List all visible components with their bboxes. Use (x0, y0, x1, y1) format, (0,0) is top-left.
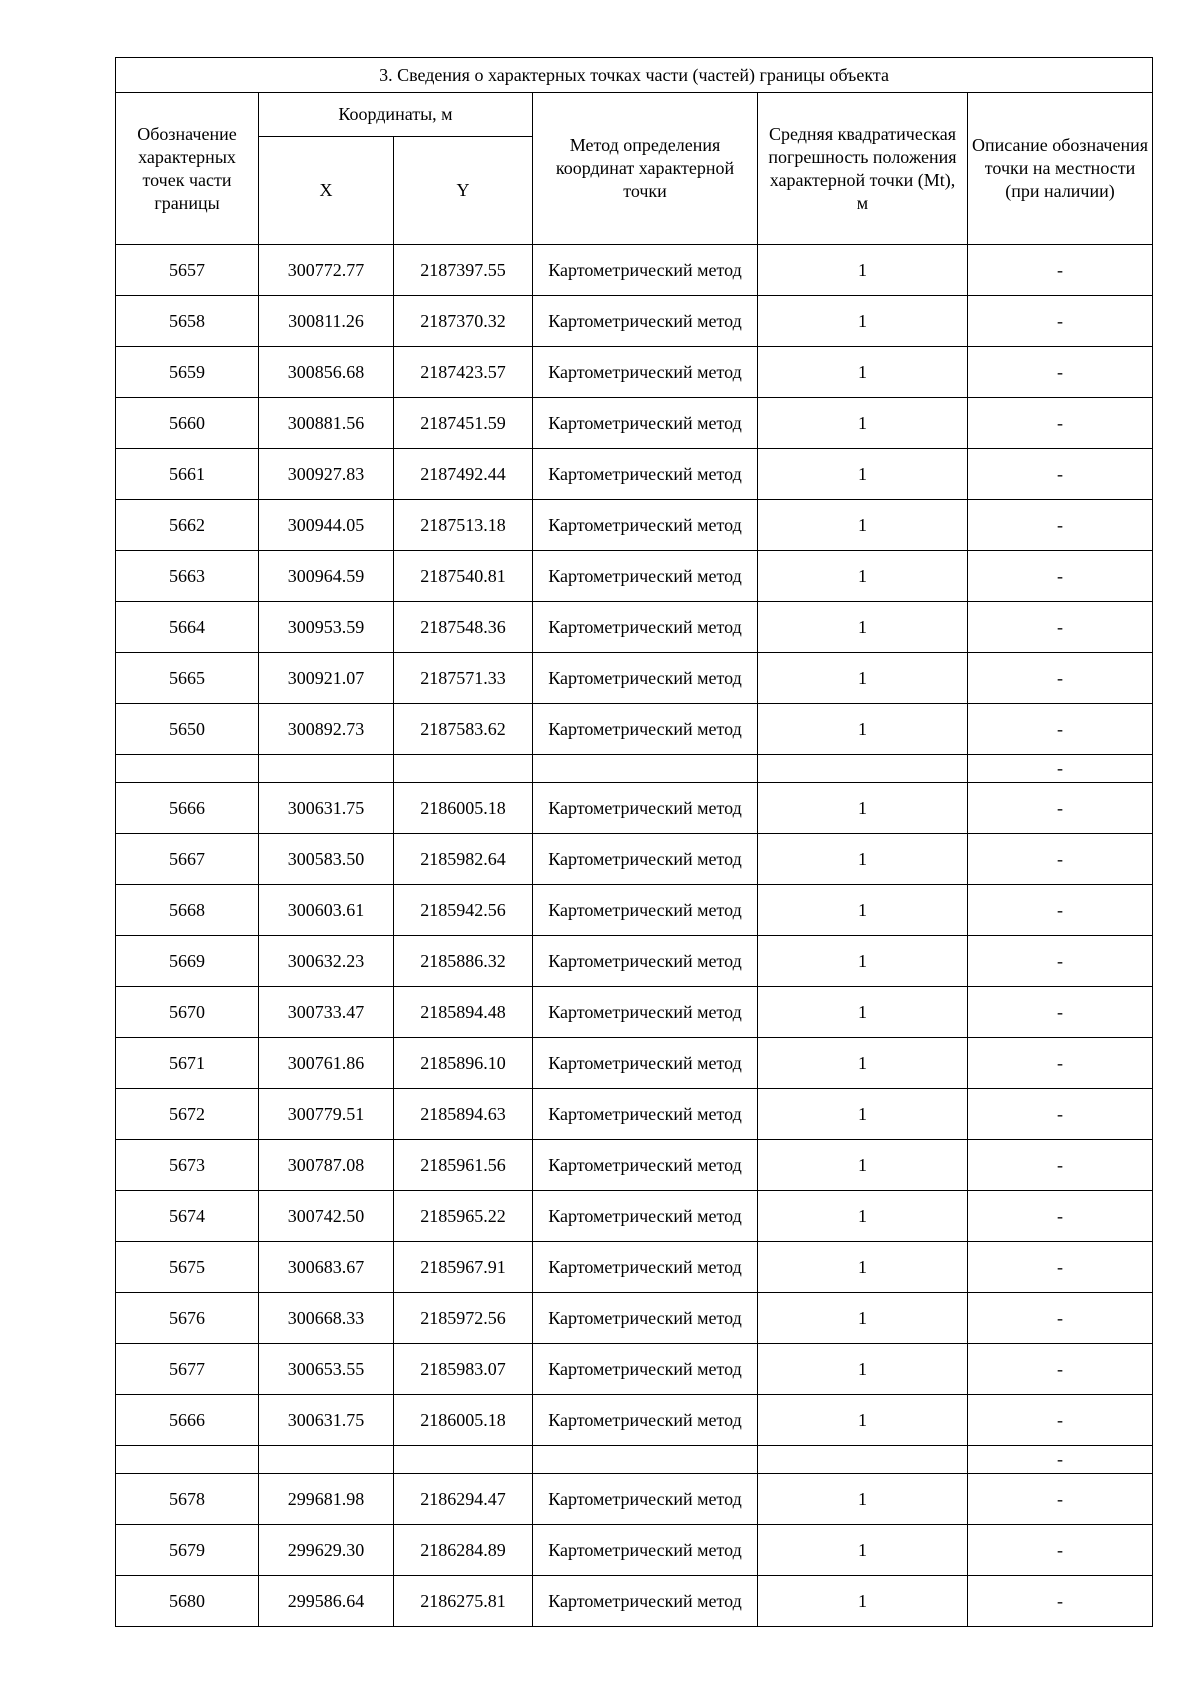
cell-method: Картометрический метод (533, 1242, 758, 1293)
cell-point-id: 5677 (116, 1344, 259, 1395)
cell-method: Картометрический метод (533, 296, 758, 347)
cell-y: 2186284.89 (394, 1525, 533, 1576)
cell-y: 2187451.59 (394, 398, 533, 449)
cell-method: Картометрический метод (533, 245, 758, 296)
table-title: 3. Сведения о характерных точках части (частей) границы объекта (116, 58, 1153, 93)
cell-accuracy: 1 (758, 551, 968, 602)
cell-accuracy: 1 (758, 1089, 968, 1140)
cell-y: 2187397.55 (394, 245, 533, 296)
cell-y (394, 755, 533, 783)
cell-x: 300631.75 (259, 1395, 394, 1446)
table-row (116, 1038, 1153, 1089)
cell-accuracy: 1 (758, 885, 968, 936)
characteristic-points-table (115, 57, 1153, 1627)
cell-description: - (968, 1038, 1153, 1089)
table-row (116, 1474, 1153, 1525)
cell-accuracy: 1 (758, 1242, 968, 1293)
cell-accuracy: 1 (758, 1038, 968, 1089)
cell-y: 2185972.56 (394, 1293, 533, 1344)
cell-point-id: 5666 (116, 1395, 259, 1446)
table-row (116, 1395, 1153, 1446)
cell-y: 2187423.57 (394, 347, 533, 398)
cell-description: - (968, 1395, 1153, 1446)
cell-x: 300683.67 (259, 1242, 394, 1293)
table-row (116, 885, 1153, 936)
header-coordinates: Координаты, м (259, 93, 533, 137)
cell-accuracy: 1 (758, 1474, 968, 1525)
cell-accuracy: 1 (758, 987, 968, 1038)
cell-x (259, 1446, 394, 1474)
cell-point-id: 5660 (116, 398, 259, 449)
cell-description: - (968, 551, 1153, 602)
cell-y: 2186275.81 (394, 1576, 533, 1627)
cell-description: - (968, 1140, 1153, 1191)
cell-description: - (968, 1089, 1153, 1140)
cell-method: Картометрический метод (533, 1474, 758, 1525)
cell-point-id: 5666 (116, 783, 259, 834)
cell-method: Картометрический метод (533, 398, 758, 449)
cell-y: 2185896.10 (394, 1038, 533, 1089)
table-row (116, 987, 1153, 1038)
header-point-id: Обозначение характерных точек части границы (116, 93, 259, 245)
cell-point-id: 5676 (116, 1293, 259, 1344)
separator-row (116, 755, 1153, 783)
cell-y: 2187540.81 (394, 551, 533, 602)
table-row (116, 245, 1153, 296)
cell-accuracy: 1 (758, 296, 968, 347)
cell-method: Картометрический метод (533, 1293, 758, 1344)
cell-accuracy: 1 (758, 1140, 968, 1191)
table-row (116, 704, 1153, 755)
cell-method: Картометрический метод (533, 1576, 758, 1627)
cell-y: 2185942.56 (394, 885, 533, 936)
cell-description: - (968, 602, 1153, 653)
cell-method: Картометрический метод (533, 449, 758, 500)
cell-y: 2187370.32 (394, 296, 533, 347)
cell-x (259, 755, 394, 783)
cell-description: - (968, 755, 1153, 783)
cell-point-id: 5659 (116, 347, 259, 398)
cell-accuracy: 1 (758, 500, 968, 551)
table-row (116, 1191, 1153, 1242)
cell-point-id: 5674 (116, 1191, 259, 1242)
cell-x: 300603.61 (259, 885, 394, 936)
header-x: X (259, 137, 394, 245)
cell-accuracy (758, 755, 968, 783)
cell-point-id: 5672 (116, 1089, 259, 1140)
cell-point-id: 5650 (116, 704, 259, 755)
cell-method: Картометрический метод (533, 1038, 758, 1089)
cell-point-id: 5670 (116, 987, 259, 1038)
cell-method: Картометрический метод (533, 1191, 758, 1242)
cell-description: - (968, 1293, 1153, 1344)
cell-point-id: 5678 (116, 1474, 259, 1525)
cell-point-id: 5663 (116, 551, 259, 602)
table-row (116, 936, 1153, 987)
header-y: Y (394, 137, 533, 245)
table-row (116, 602, 1153, 653)
cell-description: - (968, 500, 1153, 551)
cell-method: Картометрический метод (533, 602, 758, 653)
cell-point-id: 5668 (116, 885, 259, 936)
cell-x: 300944.05 (259, 500, 394, 551)
cell-description: - (968, 1576, 1153, 1627)
cell-method: Картометрический метод (533, 347, 758, 398)
cell-description: - (968, 296, 1153, 347)
cell-y: 2187583.62 (394, 704, 533, 755)
cell-x: 300583.50 (259, 834, 394, 885)
cell-y: 2185983.07 (394, 1344, 533, 1395)
cell-point-id: 5665 (116, 653, 259, 704)
table-row (116, 449, 1153, 500)
cell-point-id: 5658 (116, 296, 259, 347)
cell-y: 2185965.22 (394, 1191, 533, 1242)
cell-y: 2187571.33 (394, 653, 533, 704)
cell-accuracy: 1 (758, 783, 968, 834)
cell-description: - (968, 1474, 1153, 1525)
cell-accuracy: 1 (758, 245, 968, 296)
cell-point-id: 5671 (116, 1038, 259, 1089)
cell-accuracy: 1 (758, 1576, 968, 1627)
cell-description: - (968, 885, 1153, 936)
cell-point-id: 5657 (116, 245, 259, 296)
cell-x: 300811.26 (259, 296, 394, 347)
cell-x: 300856.68 (259, 347, 394, 398)
cell-x: 300787.08 (259, 1140, 394, 1191)
cell-description: - (968, 936, 1153, 987)
cell-x: 300772.77 (259, 245, 394, 296)
cell-point-id: 5673 (116, 1140, 259, 1191)
cell-accuracy: 1 (758, 1293, 968, 1344)
cell-accuracy: 1 (758, 834, 968, 885)
cell-y: 2185886.32 (394, 936, 533, 987)
cell-method: Картометрический метод (533, 783, 758, 834)
cell-accuracy: 1 (758, 704, 968, 755)
table-row (116, 783, 1153, 834)
cell-point-id: 5662 (116, 500, 259, 551)
table-row (116, 296, 1153, 347)
cell-x: 300653.55 (259, 1344, 394, 1395)
cell-description: - (968, 987, 1153, 1038)
cell-accuracy: 1 (758, 347, 968, 398)
table-row (116, 551, 1153, 602)
cell-y: 2185967.91 (394, 1242, 533, 1293)
cell-point-id: 5669 (116, 936, 259, 987)
cell-point-id: 5679 (116, 1525, 259, 1576)
header-accuracy: Средняя квадратическая погрешность положения характерной точки (Mt), м (758, 93, 968, 245)
cell-method: Картометрический метод (533, 885, 758, 936)
table-row (116, 347, 1153, 398)
cell-y: 2185961.56 (394, 1140, 533, 1191)
cell-method: Картометрический метод (533, 1344, 758, 1395)
cell-method: Картометрический метод (533, 704, 758, 755)
cell-x: 299586.64 (259, 1576, 394, 1627)
table-row (116, 1140, 1153, 1191)
cell-description: - (968, 653, 1153, 704)
cell-method: Картометрический метод (533, 936, 758, 987)
cell-method: Картометрический метод (533, 1525, 758, 1576)
cell-method: Картометрический метод (533, 653, 758, 704)
cell-method: Картометрический метод (533, 551, 758, 602)
cell-description: - (968, 783, 1153, 834)
table-row (116, 1089, 1153, 1140)
table-row (116, 1525, 1153, 1576)
cell-x: 299681.98 (259, 1474, 394, 1525)
separator-row (116, 1446, 1153, 1474)
cell-x: 300779.51 (259, 1089, 394, 1140)
cell-accuracy: 1 (758, 449, 968, 500)
table-row (116, 834, 1153, 885)
cell-description: - (968, 704, 1153, 755)
header-description: Описание обозначения точки на местности (при наличии) (968, 93, 1153, 245)
cell-x: 300953.59 (259, 602, 394, 653)
cell-method: Картометрический метод (533, 1089, 758, 1140)
table-body (116, 245, 1153, 1627)
cell-point-id: 5661 (116, 449, 259, 500)
table-row (116, 1242, 1153, 1293)
cell-description: - (968, 834, 1153, 885)
cell-x: 300631.75 (259, 783, 394, 834)
cell-point-id: 5664 (116, 602, 259, 653)
header-method: Метод определения координат характерной точки (533, 93, 758, 245)
cell-accuracy: 1 (758, 936, 968, 987)
cell-accuracy: 1 (758, 1395, 968, 1446)
table-row (116, 398, 1153, 449)
cell-x: 300927.83 (259, 449, 394, 500)
cell-point-id (116, 755, 259, 783)
cell-y (394, 1446, 533, 1474)
cell-description: - (968, 1344, 1153, 1395)
cell-method: Картометрический метод (533, 1395, 758, 1446)
cell-method (533, 1446, 758, 1474)
cell-description: - (968, 1446, 1153, 1474)
cell-description: - (968, 1525, 1153, 1576)
cell-description: - (968, 245, 1153, 296)
cell-y: 2185894.63 (394, 1089, 533, 1140)
cell-x: 300881.56 (259, 398, 394, 449)
cell-y: 2186294.47 (394, 1474, 533, 1525)
cell-accuracy: 1 (758, 653, 968, 704)
cell-x: 300668.33 (259, 1293, 394, 1344)
cell-method: Картометрический метод (533, 834, 758, 885)
cell-accuracy: 1 (758, 1191, 968, 1242)
cell-point-id: 5667 (116, 834, 259, 885)
cell-accuracy: 1 (758, 1344, 968, 1395)
cell-x: 300742.50 (259, 1191, 394, 1242)
cell-accuracy: 1 (758, 602, 968, 653)
table-row (116, 1344, 1153, 1395)
cell-method: Картометрический метод (533, 987, 758, 1038)
cell-point-id (116, 1446, 259, 1474)
table-row (116, 1293, 1153, 1344)
table-row (116, 1576, 1153, 1627)
cell-y: 2187513.18 (394, 500, 533, 551)
cell-description: - (968, 1191, 1153, 1242)
table-row (116, 500, 1153, 551)
cell-y: 2185982.64 (394, 834, 533, 885)
cell-y: 2185894.48 (394, 987, 533, 1038)
cell-x: 300632.23 (259, 936, 394, 987)
table-row (116, 653, 1153, 704)
cell-y: 2187492.44 (394, 449, 533, 500)
cell-x: 299629.30 (259, 1525, 394, 1576)
cell-y: 2187548.36 (394, 602, 533, 653)
cell-description: - (968, 449, 1153, 500)
cell-method (533, 755, 758, 783)
cell-y: 2186005.18 (394, 1395, 533, 1446)
cell-description: - (968, 398, 1153, 449)
cell-accuracy (758, 1446, 968, 1474)
cell-accuracy: 1 (758, 398, 968, 449)
cell-point-id: 5680 (116, 1576, 259, 1627)
cell-point-id: 5675 (116, 1242, 259, 1293)
cell-x: 300964.59 (259, 551, 394, 602)
cell-method: Картометрический метод (533, 500, 758, 551)
cell-description: - (968, 1242, 1153, 1293)
cell-accuracy: 1 (758, 1525, 968, 1576)
cell-method: Картометрический метод (533, 1140, 758, 1191)
cell-description: - (968, 347, 1153, 398)
cell-x: 300733.47 (259, 987, 394, 1038)
cell-y: 2186005.18 (394, 783, 533, 834)
cell-x: 300921.07 (259, 653, 394, 704)
cell-x: 300892.73 (259, 704, 394, 755)
cell-x: 300761.86 (259, 1038, 394, 1089)
